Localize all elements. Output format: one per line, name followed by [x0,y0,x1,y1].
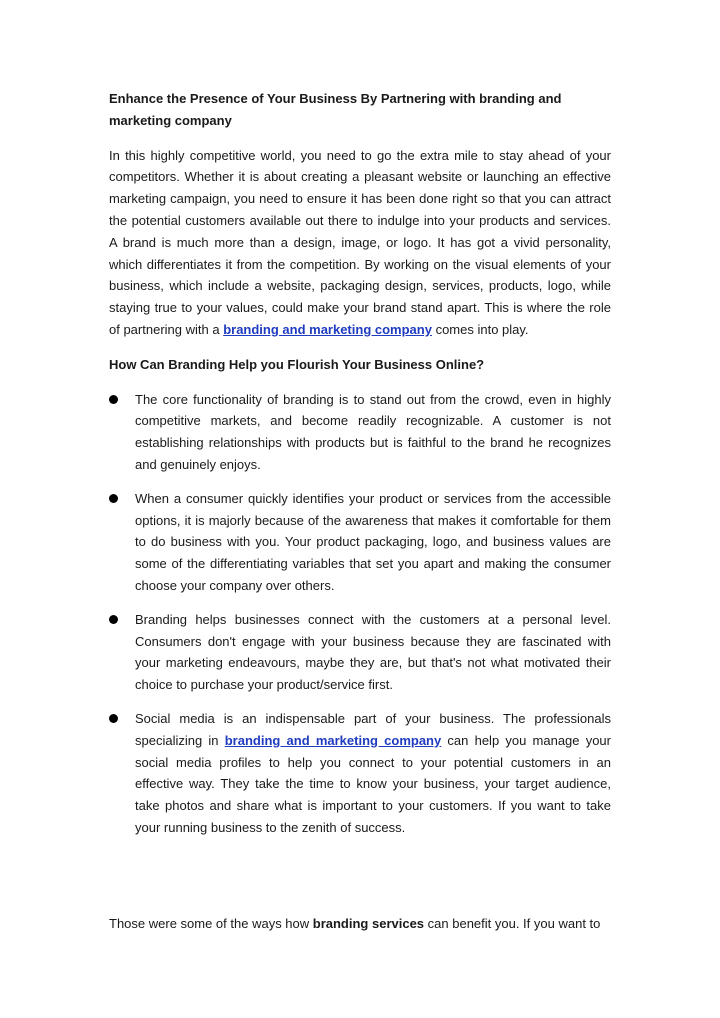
bullet-icon [109,395,118,404]
intro-paragraph [109,145,611,341]
list-item-text: The core functionality of branding is to stand out from the crowd, even in highly competitive markets, and become readily recognizable. A customer is not establishing relationships with products but is faithful to the brand he recognizes and genuinely enjoys. [135,391,611,472]
page-title: Enhance the Presence of Your Business By Partnering with branding and marketing company [109,91,562,128]
closing-bold-text: branding services [312,916,425,931]
branding-company-link[interactable]: branding and marketing company [224,732,442,748]
list-item [109,488,611,597]
intro-text-end: comes into play. [431,321,529,337]
list-item-text: Branding helps businesses connect with the customers at a personal level. Consumers don't engage with your business because they are fascinated with your marketing endeavours, maybe they are, but that's not what motivated their choice to purchase your product/service first. [135,611,611,693]
list-item-text: Social media is an indispensable part of your business. The professionals specializing in [135,710,611,748]
branding-company-link[interactable]: branding and marketing company [223,321,432,337]
list-item [109,708,611,839]
list-item-text: When a consumer quickly identifies your product or services from the accessible options, it is majorly because of the awareness that makes it comfortable for them to do business with you. Your product packaging, logo, and business values are some of the differentiating variables that set you apart and making the consumer choose your company over others. [135,490,611,593]
list-item [109,389,611,476]
bullet-icon [109,714,118,723]
list-item [109,609,611,696]
bullet-icon [109,615,118,624]
closing-text: Those were some of the ways how [109,916,313,931]
document-body [109,88,611,851]
benefits-list [109,389,611,839]
closing-text-end: can benefit you. If you want to [424,916,601,931]
list-item-text-end: can help you manage your social media profiles to help you connect to your potential customers in an effective way. They take the time to know your business, your target audience, take photos and share what is important to your customers. If you want to take your running business to the zenith of success. [135,732,611,835]
bullet-icon [109,494,118,503]
section-heading: How Can Branding Help you Flourish Your Business Online? [109,356,485,372]
closing-paragraph [109,913,611,935]
intro-text: In this highly competitive world, you need to go the extra mile to stay ahead of your competitors. Whether it is about creating a pleasant website or launching an effective marketing campaign, you need to ensure it has been done right so that you can attract the potential customers available out there to indulge into your products and services. A brand is much more than a design, image, or logo. It has got a vivid personality, which differentiates it from the competition. By working on the visual elements of your business, which include a website, packaging design, services, products, logo, while staying true to your values, could make your brand stand apart. This is where the role of partnering with a [109,147,611,337]
